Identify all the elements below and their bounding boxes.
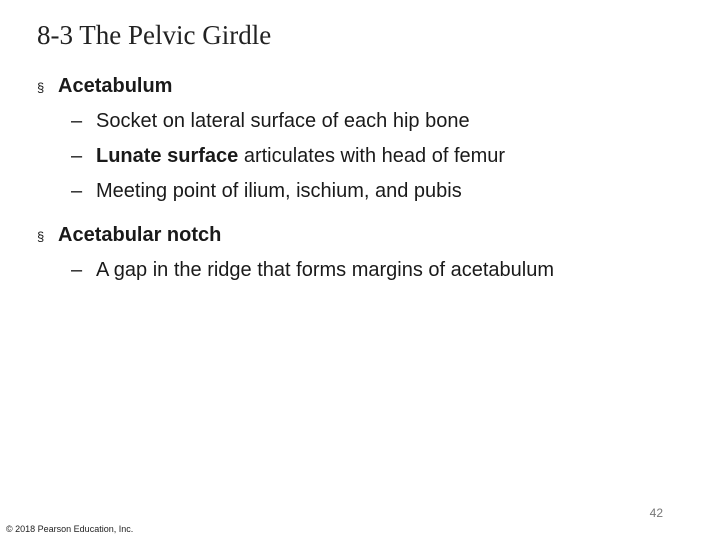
bullet-label: Acetabular notch bbox=[58, 224, 222, 246]
sub-bullet-text: articulates with head of femur bbox=[238, 145, 506, 167]
sub-bullet-text: Socket on lateral surface of each hip bone bbox=[96, 110, 470, 132]
dash-marker: – bbox=[71, 110, 83, 132]
sub-bullet bbox=[71, 259, 554, 282]
page-number: 42 bbox=[649, 506, 663, 520]
sub-bullet-bold-term: Lunate surface bbox=[96, 145, 239, 167]
bullet-marker: § bbox=[37, 229, 45, 244]
copyright-notice: © 2018 Pearson Education, Inc. bbox=[6, 524, 134, 534]
bullet-label: Acetabulum bbox=[58, 75, 173, 97]
sub-bullet bbox=[71, 145, 505, 168]
bullet-marker: § bbox=[37, 80, 45, 95]
sub-bullet-text: Meeting point of ilium, ischium, and pubis bbox=[96, 180, 462, 202]
dash-marker: – bbox=[71, 180, 83, 202]
sub-bullet bbox=[71, 180, 462, 203]
bullet-acetabular-notch bbox=[37, 224, 221, 247]
dash-marker: – bbox=[71, 145, 83, 167]
sub-bullet bbox=[71, 110, 470, 133]
dash-marker: – bbox=[71, 259, 83, 281]
bullet-acetabulum bbox=[37, 75, 172, 98]
title-divider bbox=[37, 60, 657, 61]
sub-bullet-text: A gap in the ridge that forms margins of acetabulum bbox=[96, 259, 555, 281]
slide-title: 8-3 The Pelvic Girdle bbox=[37, 20, 272, 50]
